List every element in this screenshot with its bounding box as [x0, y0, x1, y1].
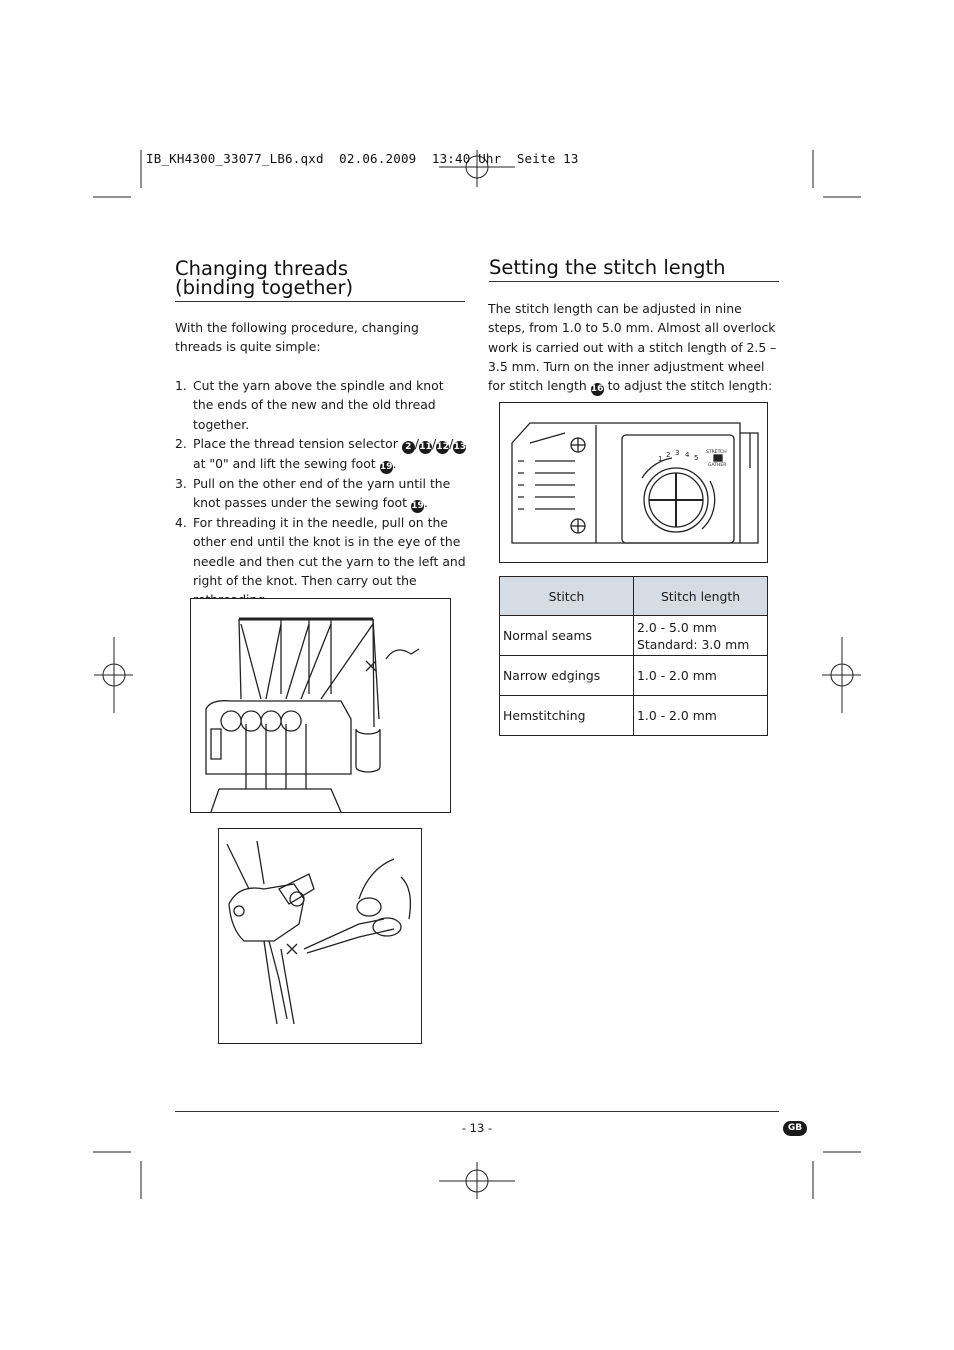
dial-label-stretch: STRETCH [706, 450, 727, 455]
title-rule-right [489, 281, 779, 282]
list-item: 1. Cut the yarn above the spindle and knot the ends of the new and the old thread together. [175, 378, 444, 432]
table-cell-stitch: Narrow edgings [500, 656, 634, 696]
table-row [500, 696, 768, 736]
ref-badge-12: 12 [436, 441, 449, 452]
ref-badge-2: 2 [402, 441, 415, 454]
table-cell-length: 2.0 - 5.0 mm Standard: 3.0 mm [634, 616, 768, 656]
table-cell-length: 1.0 - 2.0 mm [634, 696, 768, 736]
table-cell-length: 1.0 - 2.0 mm [634, 656, 768, 696]
dial-label-gather: GATHER [708, 463, 727, 468]
table-cell-stitch: Normal seams [500, 616, 634, 656]
title-rule-left [175, 301, 465, 302]
list-item: 4. For threading it in the needle, pull on the other end until the knot is in the eye of the needle and then cut the yarn to the left and right of the knot. Then carry out the [175, 515, 466, 589]
title-line-2: (binding together) [175, 276, 354, 299]
list-item: 2. Place the thread tension selector 2 /11/12/13 at "0" and lift the sewing foot 19. [175, 435, 467, 472]
dial-tick-3: 3 [675, 449, 680, 457]
dial-panel-illustration [500, 403, 767, 562]
page-number: - 13 - [461, 1121, 493, 1135]
table-cell-stitch: Hemstitching [500, 696, 634, 736]
title-line-1: Changing threads [175, 257, 349, 280]
section-title-stitch-length: Setting the stitch length [489, 256, 726, 279]
ref-badge-19: 19 [411, 501, 424, 512]
ref-badge-19: 19 [379, 461, 393, 472]
print-slug: IB_KH4300_33077_LB6.qxd 02.06.2009 13:40 Uhr Seite 13 [146, 151, 579, 166]
dial-tick-1: 1 [658, 455, 663, 463]
ref-badge-11: 11 [419, 441, 432, 452]
ref-badge-16: 16 [590, 384, 604, 395]
table-row [500, 656, 768, 696]
table-row [500, 616, 768, 656]
scissors-foot-illustration [219, 829, 421, 1043]
stitch-length-table [499, 576, 768, 736]
stitch-length-paragraph: The stitch length can be adjusted in nine steps, from 1.0 to 5.0 mm. Almost all overlock work is carried out with a stitch length of 2.5 – 3.5 mm. Turn on the inner adjustment wheel for stitch length 16 to adjust the stitch length: [488, 301, 777, 395]
dial-tick-2: 2 [666, 451, 671, 459]
table-header-row [500, 577, 768, 616]
dial-tick-5: 5 [694, 454, 699, 462]
section-title-changing-threads [175, 259, 353, 297]
overlock-threading-figure [190, 598, 451, 813]
intro-paragraph: With the following procedure, changing threads is quite simple: [175, 320, 419, 355]
overlock-machine-illustration [191, 599, 450, 812]
language-badge: GB [783, 1121, 807, 1136]
dial-tick-4: 4 [685, 451, 690, 459]
table-header-length: Stitch length [634, 577, 768, 616]
table-header-stitch: Stitch [500, 577, 634, 616]
ref-badge-13: 13 [453, 441, 467, 452]
stitch-length-dial-figure [499, 402, 768, 563]
footer-rule [175, 1111, 779, 1112]
list-item: 3. Pull on the other end of the yarn until the knot passes under the sewing foot 19. [175, 475, 451, 512]
thread-cutting-figure [218, 828, 422, 1044]
procedure-list [175, 376, 467, 610]
